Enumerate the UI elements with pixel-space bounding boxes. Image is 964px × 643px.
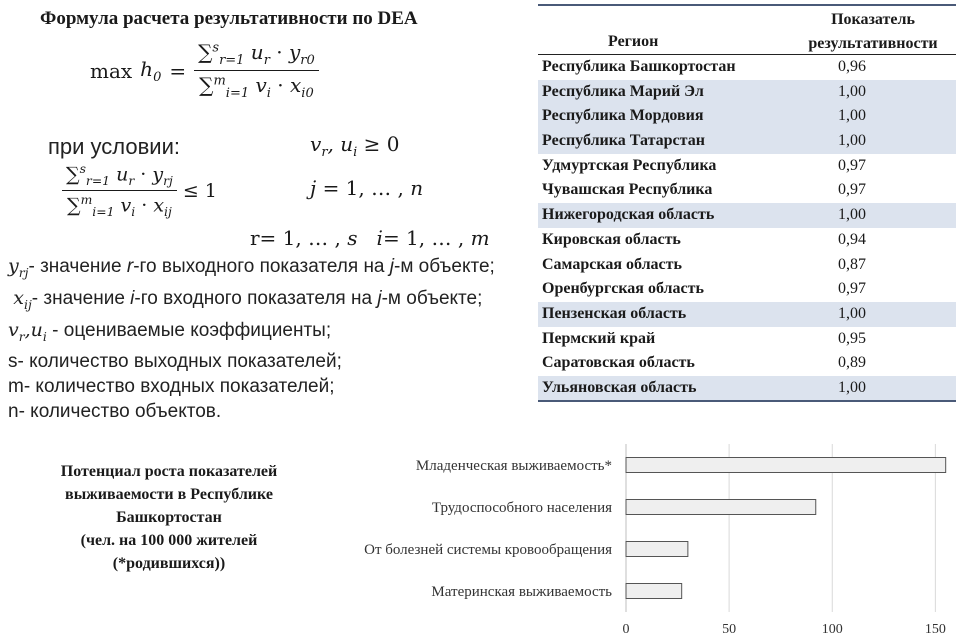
def-coeffs: $v_r,u_i$ - оцениваемые коэффициенты; xyxy=(8,318,332,344)
region-name: Республика Марий Эл xyxy=(542,82,704,100)
effectiveness-value: 0,96 xyxy=(838,58,866,75)
table-row xyxy=(538,104,956,129)
table-row xyxy=(538,154,956,179)
effectiveness-value: 0,89 xyxy=(838,354,866,372)
bar xyxy=(626,500,816,515)
table-header xyxy=(538,6,956,54)
region-name: Самарская область xyxy=(542,255,682,273)
effectiveness-value: 0,97 xyxy=(838,181,866,199)
effectiveness-value: 0,95 xyxy=(838,329,866,347)
table-row xyxy=(538,253,956,278)
region-name: Чувашская Республика xyxy=(542,181,713,199)
table-body xyxy=(538,54,956,401)
bar xyxy=(626,458,946,473)
chart-title-line: Потенциал роста показателей xyxy=(60,463,278,480)
table-row xyxy=(538,80,956,105)
effectiveness-value: 1,00 xyxy=(838,206,866,224)
table-row xyxy=(538,302,956,327)
chart-title-line: Башкортостан xyxy=(116,509,222,526)
nonnegativity-constraint: $v_r$, $u_i \ge 0$ xyxy=(310,132,400,160)
table-bottom-border xyxy=(538,400,956,402)
bar xyxy=(626,584,682,599)
table-row xyxy=(538,228,956,253)
formula-title: Формула расчета результативности по DEA xyxy=(40,8,418,29)
condition-label: при условии: xyxy=(48,134,180,159)
region-name: Пермский край xyxy=(542,329,656,347)
x-tick-label: 100 xyxy=(821,622,843,637)
effectiveness-value: 1,00 xyxy=(838,82,866,100)
x-tick-label: 0 xyxy=(622,622,630,637)
definitions xyxy=(8,254,495,424)
table-row xyxy=(538,376,956,401)
def-n: n- количество объектов. xyxy=(8,401,222,423)
objective-formula: max $h_0$ = $\frac{\sum^s_{r=1} u_r \cdot y_{r0}}{\sum^m_{i=1} v_i \cdot x_{i0}}$ xyxy=(90,40,319,101)
region-name: Удмуртская Республика xyxy=(542,156,717,174)
def-xij: $x_{ij}-$ значение i-го входного показателя на j-м объекте; xyxy=(13,286,483,312)
def-s: s- количество выходных показателей; xyxy=(8,351,342,373)
category-label: От болезней системы кровообращения xyxy=(364,542,612,558)
region-name: Нижегородская область xyxy=(542,206,715,224)
region-name: Саратовская область xyxy=(542,354,695,372)
effectiveness-value: 1,00 xyxy=(838,132,866,150)
table-row xyxy=(538,55,956,80)
category-label: Материнская выживаемость xyxy=(431,584,612,600)
def-m: m- количество входных показателей; xyxy=(8,376,335,398)
x-tick-label: 150 xyxy=(924,622,946,637)
table-row xyxy=(538,351,956,376)
effectiveness-value: 0,97 xyxy=(838,156,866,174)
region-name: Пензенская область xyxy=(542,304,687,322)
j-range: j = 1, … , n xyxy=(310,176,424,200)
table-row xyxy=(538,327,956,352)
category-label: Трудоспособного населения xyxy=(431,500,612,516)
chart-title-line: (чел. на 100 000 жителей xyxy=(80,532,258,549)
ratio-constraint: $\frac{\sum^s_{r=1} u_r \cdot y_{rj}}{\sum^m_{i=1} v_i \cdot x_{ij}}$ ≤ 1 xyxy=(62,162,217,219)
header-region: Регион xyxy=(608,33,659,50)
effectiveness-value: 0,97 xyxy=(838,280,866,298)
x-tick-label: 50 xyxy=(722,622,737,637)
bar xyxy=(626,542,688,557)
table-row xyxy=(538,129,956,154)
table-row xyxy=(538,178,956,203)
effectiveness-value: 0,94 xyxy=(838,230,866,248)
chart-title-line: выживаемости в Республике xyxy=(65,486,273,503)
bar-chart xyxy=(0,430,964,643)
region-name: Кировская область xyxy=(542,230,681,248)
effectiveness-value: 0,87 xyxy=(838,255,866,273)
region-name: Ульяновская область xyxy=(542,378,697,396)
table-row xyxy=(538,203,956,228)
region-name: Республика Татарстан xyxy=(542,132,705,150)
r-i-range: r= 1, … , s i= 1, … , m xyxy=(250,226,490,250)
region-name: Республика Башкортостан xyxy=(542,58,736,75)
table-row xyxy=(538,277,956,302)
chart-title-line: (*родившихся)) xyxy=(112,555,226,572)
header-value: Показатель результативности xyxy=(808,11,938,52)
def-yrj: $y_{rj}-$ значение r-го выходного показателя на j-м объекте; xyxy=(8,255,495,280)
effectiveness-value: 1,00 xyxy=(838,304,866,322)
region-name: Оренбургская область xyxy=(542,280,704,298)
category-label: Младенческая выживаемость* xyxy=(415,458,612,474)
effectiveness-value: 1,00 xyxy=(838,107,866,125)
effectiveness-value: 1,00 xyxy=(838,378,866,396)
region-name: Республика Мордовия xyxy=(542,107,704,125)
